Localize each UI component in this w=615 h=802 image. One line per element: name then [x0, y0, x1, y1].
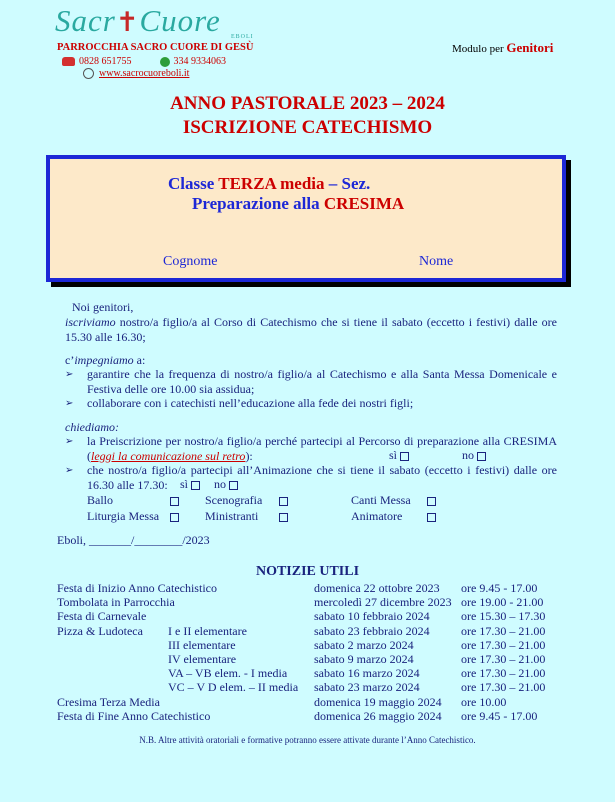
class-name: TERZA media: [218, 174, 325, 193]
enrollment-verb: iscriviamo: [65, 315, 116, 329]
activity-option[interactable]: [205, 509, 258, 524]
activity-label: Ballo: [87, 493, 113, 507]
logo-text-end: Cuore: [139, 3, 221, 38]
read-back-link: leggi la comunicazione sul retro: [91, 448, 246, 463]
event-name: Festa di Carnevale: [57, 609, 147, 623]
event-date: sabato 2 marzo 2024: [314, 638, 414, 652]
event-time: ore 19.00 - 21.00: [461, 595, 544, 609]
title-year: ANNO PASTORALE 2023 – 2024: [170, 93, 445, 114]
globe-icon: [83, 68, 94, 79]
phone-icon: [62, 57, 75, 66]
footnote: N.B. Altre attività oratoriali e formative potranno essere attivate durante l’Anno Catechistico.: [139, 735, 476, 745]
checkbox-icon[interactable]: [229, 481, 238, 490]
commitment-verb: impegniamo: [74, 353, 134, 367]
event-date: sabato 10 febbraio 2024: [314, 609, 430, 623]
no-label: no: [214, 477, 226, 491]
event-date: domenica 26 maggio 2024: [314, 709, 442, 723]
checkbox-icon[interactable]: [170, 497, 179, 506]
checkbox-icon[interactable]: [400, 452, 409, 461]
prep-prefix: Preparazione alla: [192, 194, 320, 213]
preregistration-yes[interactable]: [389, 448, 409, 463]
animation-yes[interactable]: [180, 477, 200, 492]
event-name: Tombolata in Parrocchia: [57, 595, 175, 609]
request-text: la Preiscrizione per nostro/a figlio/a perché partecipi al Percorso di preparazione alla CRESIMA (: [87, 434, 557, 463]
greeting: Noi genitori,: [72, 300, 134, 314]
website[interactable]: [83, 68, 189, 79]
event-time: ore 15.30 – 17.30: [461, 609, 546, 623]
checkbox-icon[interactable]: [191, 481, 200, 490]
section-label: – Sez.: [328, 174, 371, 193]
mobile-number: 334 9334063: [173, 56, 226, 67]
commitment-prefix: c’: [65, 353, 75, 367]
commitment-suffix: a:: [133, 353, 146, 367]
commitment-text: garantire che la frequenza di nostro/a figlio/a al Catechismo e alla Santa Messa Domenicale e Festiva delle ore 10.00 sia assidua;: [87, 367, 557, 396]
prep-line: [192, 194, 404, 214]
event-date: sabato 23 marzo 2024: [314, 680, 420, 694]
heart-cross-icon: ✝: [115, 7, 140, 37]
class-prefix: Classe: [168, 174, 215, 193]
place-date-field[interactable]: Eboli, _______/________/2023: [57, 533, 210, 547]
event-group: III elementare: [168, 638, 236, 652]
parish-logo: [55, 3, 221, 39]
parish-name: PARROCCHIA SACRO CUORE DI GESÙ: [57, 42, 254, 53]
website-link[interactable]: www.sacrocuoreboli.it: [99, 68, 190, 79]
event-time: ore 17.30 – 21.00: [461, 666, 546, 680]
activity-option[interactable]: [351, 509, 402, 524]
event-group: IV elementare: [168, 652, 237, 666]
event-time: ore 9.45 - 17.00: [461, 709, 538, 723]
prep-sacrament: CRESIMA: [323, 194, 405, 213]
checkbox-icon[interactable]: [427, 513, 436, 522]
surname-field-label[interactable]: Cognome: [163, 254, 218, 269]
animation-no[interactable]: [214, 477, 238, 492]
event-date: sabato 23 febbraio 2024: [314, 624, 430, 638]
phone-number: 0828 651755: [79, 56, 132, 67]
commitment-item: [65, 396, 557, 412]
checkbox-icon[interactable]: [477, 452, 486, 461]
event-time: ore 10.00: [461, 695, 507, 709]
activity-option[interactable]: [87, 493, 113, 508]
activity-option[interactable]: [87, 509, 159, 524]
arrow-icon: ➢: [65, 398, 74, 409]
event-name: Festa di Inizio Anno Catechistico: [57, 581, 217, 595]
arrow-icon: ➢: [65, 465, 74, 476]
event-group: I e II elementare: [168, 624, 247, 638]
event-time: ore 17.30 – 21.00: [461, 680, 546, 694]
title-registration: ISCRIZIONE CATECHISMO: [182, 117, 433, 138]
whatsapp-icon: [160, 57, 170, 67]
yes-label: sì: [180, 477, 189, 491]
activity-label: Canti Messa: [351, 493, 411, 507]
arrow-icon: ➢: [65, 369, 74, 380]
commitment-text: collaborare con i catechisti nell’educazione alla fede dei nostri figli;: [87, 396, 414, 410]
logo-subtitle: EBOLI: [231, 34, 254, 40]
event-date: sabato 16 marzo 2024: [314, 666, 420, 680]
event-time: ore 17.30 – 21.00: [461, 624, 546, 638]
event-group: VA – VB elem. - I media: [168, 666, 288, 680]
no-label: no: [462, 448, 474, 462]
logo-text-start: Sacr: [55, 3, 116, 38]
event-date: domenica 19 maggio 2024: [314, 695, 442, 709]
checkbox-icon[interactable]: [170, 513, 179, 522]
student-info-box: [46, 155, 566, 282]
event-date: mercoledì 27 dicembre 2023: [314, 595, 452, 609]
event-name: Pizza & Ludoteca: [57, 624, 143, 638]
event-name: Cresima Terza Media: [57, 695, 160, 709]
enrollment-text: nostro/a figlio/a al Corso di Catechismo che si tiene il sabato (eccetto i festivi) dalle ore 15.30 alle 16.30;: [65, 315, 557, 344]
event-group: VC – V D elem. – II media: [168, 680, 299, 694]
contacts: [62, 56, 226, 67]
commitment-heading: [65, 353, 145, 368]
event-time: ore 9.45 - 17.00: [461, 581, 538, 595]
checkbox-icon[interactable]: [427, 497, 436, 506]
event-date: sabato 9 marzo 2024: [314, 652, 414, 666]
activity-label: Liturgia Messa: [87, 509, 160, 523]
event-time: ore 17.30 – 21.00: [461, 652, 546, 666]
preregistration-no[interactable]: [462, 448, 486, 463]
yes-label: sì: [389, 448, 398, 462]
activity-option[interactable]: [205, 493, 262, 508]
request-item-animation: [65, 463, 557, 492]
request-text-end: ):: [245, 448, 253, 463]
event-time: ore 17.30 – 21.00: [461, 638, 546, 652]
enrollment-paragraph: [65, 315, 557, 344]
name-field-label[interactable]: Nome: [419, 254, 454, 269]
request-heading: chiediamo:: [65, 420, 119, 434]
event-date: domenica 22 ottobre 2023: [314, 581, 440, 595]
form-type-target: Genitori: [506, 40, 554, 55]
useful-info-heading: NOTIZIE UTILI: [255, 564, 360, 579]
activity-label: Animatore: [351, 509, 403, 523]
activity-option[interactable]: [351, 493, 411, 508]
activity-label: Scenografia: [205, 493, 263, 507]
event-name: Festa di Fine Anno Catechistico: [57, 709, 211, 723]
form-type: [452, 40, 553, 56]
animation-text: che nostro/a figlio/a partecipi all’Animazione che si tiene il sabato (eccetto i festivi) dalle ore 16.30 alle 17.30:: [87, 463, 557, 492]
class-line: [168, 174, 370, 194]
commitment-item: [65, 367, 557, 396]
activity-label: Ministranti: [205, 509, 259, 523]
checkbox-icon[interactable]: [279, 497, 288, 506]
form-type-prefix: Modulo per: [452, 43, 504, 55]
checkbox-icon[interactable]: [279, 513, 288, 522]
arrow-icon: ➢: [65, 436, 74, 447]
